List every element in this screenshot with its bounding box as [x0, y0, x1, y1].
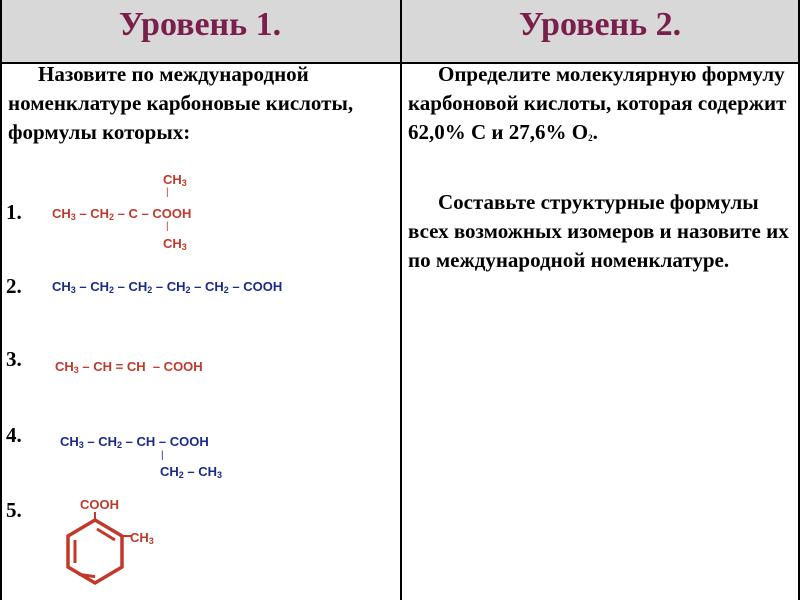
level1-title: Уровень 1.: [118, 6, 282, 43]
level2-title: Уровень 2.: [518, 6, 682, 43]
item-4-formula-main: $CH_3 - CH_2$ – CH – COOH: [60, 434, 209, 450]
item-4-bond: |: [161, 450, 164, 461]
item-4-number: 4.: [6, 423, 22, 447]
item-1-bond-top: |: [166, 187, 169, 198]
item-3-number: 3.: [6, 347, 22, 371]
item-1-number: 1.: [6, 200, 22, 224]
item-1-bond-bottom: |: [166, 221, 169, 232]
table-border-left: [0, 0, 2, 600]
item-2-formula: $CH_3 - CH_2 - CH_2 - CH_2 - CH_2$ – COOH: [52, 279, 283, 295]
item-1-formula-main: $CH_3 - CH_2$ – C – COOH: [52, 206, 192, 222]
table-column-divider: [400, 0, 402, 600]
item-4-formula-branch: $CH_2 - CH_3$: [160, 464, 223, 480]
item-5-number: 5.: [6, 498, 22, 522]
level1-task: Назовите по международной номенклатуре карбоновые кислоты, формулы которых:: [8, 62, 354, 144]
level2-task-2: Составьте структурные формулы всех возможных изомеров и назовите их по международной номенклатуре.: [408, 190, 789, 272]
item-2-number: 2.: [6, 274, 22, 298]
item-1-formula-top: $CH_3$: [163, 172, 187, 188]
item-1-formula-bottom: $CH_3$: [163, 236, 187, 252]
item-5-cooh: COOH: [80, 497, 119, 512]
level2-task-1: Определите молекулярную формулу карбоновой кислоты, которая содержит 62,0% С и 27,6% $О_2$.: [408, 62, 787, 144]
benzene-ring-icon: [55, 512, 145, 592]
item-5-ch3: $CH_3$: [130, 530, 154, 546]
item-3-formula: $CH_3$ – CH = CH – COOH: [55, 359, 203, 375]
